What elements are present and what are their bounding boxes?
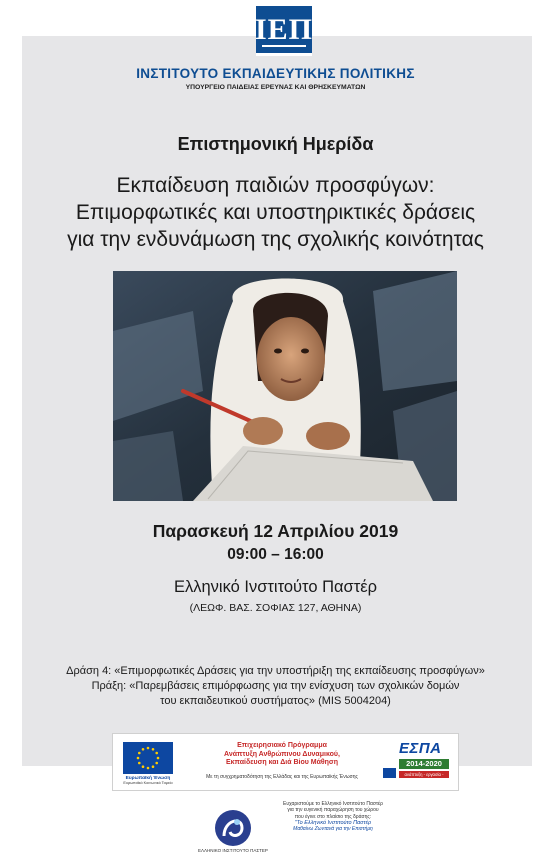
- event-title-line-3: για την ενδυνάμωση της σχολικής κοινότητας: [67, 228, 484, 251]
- espa-logo: [383, 740, 451, 784]
- event-venue: Ελληνικό Ινστιτούτο Παστέρ: [173, 578, 378, 596]
- institute-name: ΙΝΣΤΙΤΟΥΤΟ ΕΚΠΑΙΔΕΥΤΙΚΗΣ ΠΟΛΙΤΙΚΗΣ: [136, 66, 415, 81]
- eu-stars: [123, 742, 173, 774]
- action-line-2: Πράξη: «Παρεμβάσεις επιμόρφωσης για την ενίσχυση των σχολικών δομών: [91, 680, 460, 692]
- espa-text: ΕΣΠΑ: [399, 740, 442, 757]
- thanks-note: [258, 801, 408, 832]
- thanks-line-4: "Το Ελληνικό Ινστιτούτο Παστέρ: [294, 819, 372, 826]
- cofinancing-note: Με τη συγχρηματοδότηση της Ελλάδας και της Ευρωπαϊκής Ένωσης: [206, 774, 358, 780]
- ministry-name: ΥΠΟΥΡΓΕΙΟ ΠΑΙΔΕΙΑΣ ΕΡΕΥΝΑΣ ΚΑΙ ΘΡΗΣΚΕΥΜΑΤΩΝ: [185, 84, 366, 91]
- operational-programme: [187, 742, 377, 768]
- event-title: [40, 172, 511, 253]
- event-address: (ΛΕΩΦ. ΒΑΣ. ΣΟΦΙΑΣ 127, ΑΘΗΝΑ): [189, 602, 362, 614]
- sponsor-bar: [113, 734, 458, 790]
- espa-eu-icon: [383, 768, 396, 778]
- action-line-1: Δράση 4: «Επιμορφωτικές Δράσεις για την υποστήριξη της εκπαίδευσης προσφύγων»: [66, 665, 485, 677]
- thanks-line-5: Μαθαίνω Ζωντανά για την Επιστήμη: [293, 826, 373, 833]
- espa-years: 2014-2020: [399, 759, 449, 769]
- op-line-1: Επιχειρησιακό Πρόγραμμα: [237, 742, 327, 749]
- eu-label: [117, 776, 179, 786]
- action-line-3: του εκπαιδευτικού συστήματος» (MIS 5004204): [160, 695, 391, 707]
- iep-logo-text: ΙΕΠ: [254, 12, 314, 46]
- action-description: [30, 664, 521, 709]
- pasteur-label: ΕΛΛΗΝΙΚΟ ΙΝΣΤΙΤΟΥΤΟ ΠΑΣΤΕΡ: [198, 848, 268, 853]
- photo-illustration: [113, 271, 457, 501]
- eu-flag-icon: [123, 742, 173, 774]
- espa-tagline: ανάπτυξη - εργασία - αλληλεγγύη: [399, 771, 449, 778]
- event-type: Επιστημονική Ημερίδα: [177, 134, 374, 154]
- thanks-line-3: που έγινε στο πλαίσιο της δράσης:: [294, 813, 372, 820]
- event-title-line-2: Επιμορφωτικές και υποστηρικτικές δράσεις: [75, 201, 476, 224]
- op-line-2: Ανάπτυξη Ανθρώπινου Δυναμικού,: [224, 750, 340, 758]
- eu-label-main: Ευρωπαϊκή Ένωση: [125, 776, 171, 781]
- thanks-line-1: Ευχαριστούμε το Ελληνικό Ινστιτούτο Παστέρ: [282, 801, 383, 807]
- pasteur-logo-graphic: [210, 806, 256, 850]
- event-time: 09:00 – 16:00: [227, 546, 324, 563]
- op-line-3: Εκπαίδευση και Διά Βίου Μάθηση: [225, 759, 339, 766]
- event-title-line-1: Εκπαίδευση παιδιών προσφύγων:: [116, 174, 435, 197]
- child-writing-photo: [113, 271, 457, 501]
- iep-logo: [256, 6, 312, 56]
- eu-label-sub: Ευρωπαϊκό Κοινωνικό Ταμείο: [123, 781, 173, 785]
- event-date: Παρασκευή 12 Απριλίου 2019: [152, 521, 399, 541]
- thanks-line-2: για την ευγενική παραχώρηση του χώρου: [287, 807, 379, 814]
- pasteur-logo-icon: [210, 806, 256, 850]
